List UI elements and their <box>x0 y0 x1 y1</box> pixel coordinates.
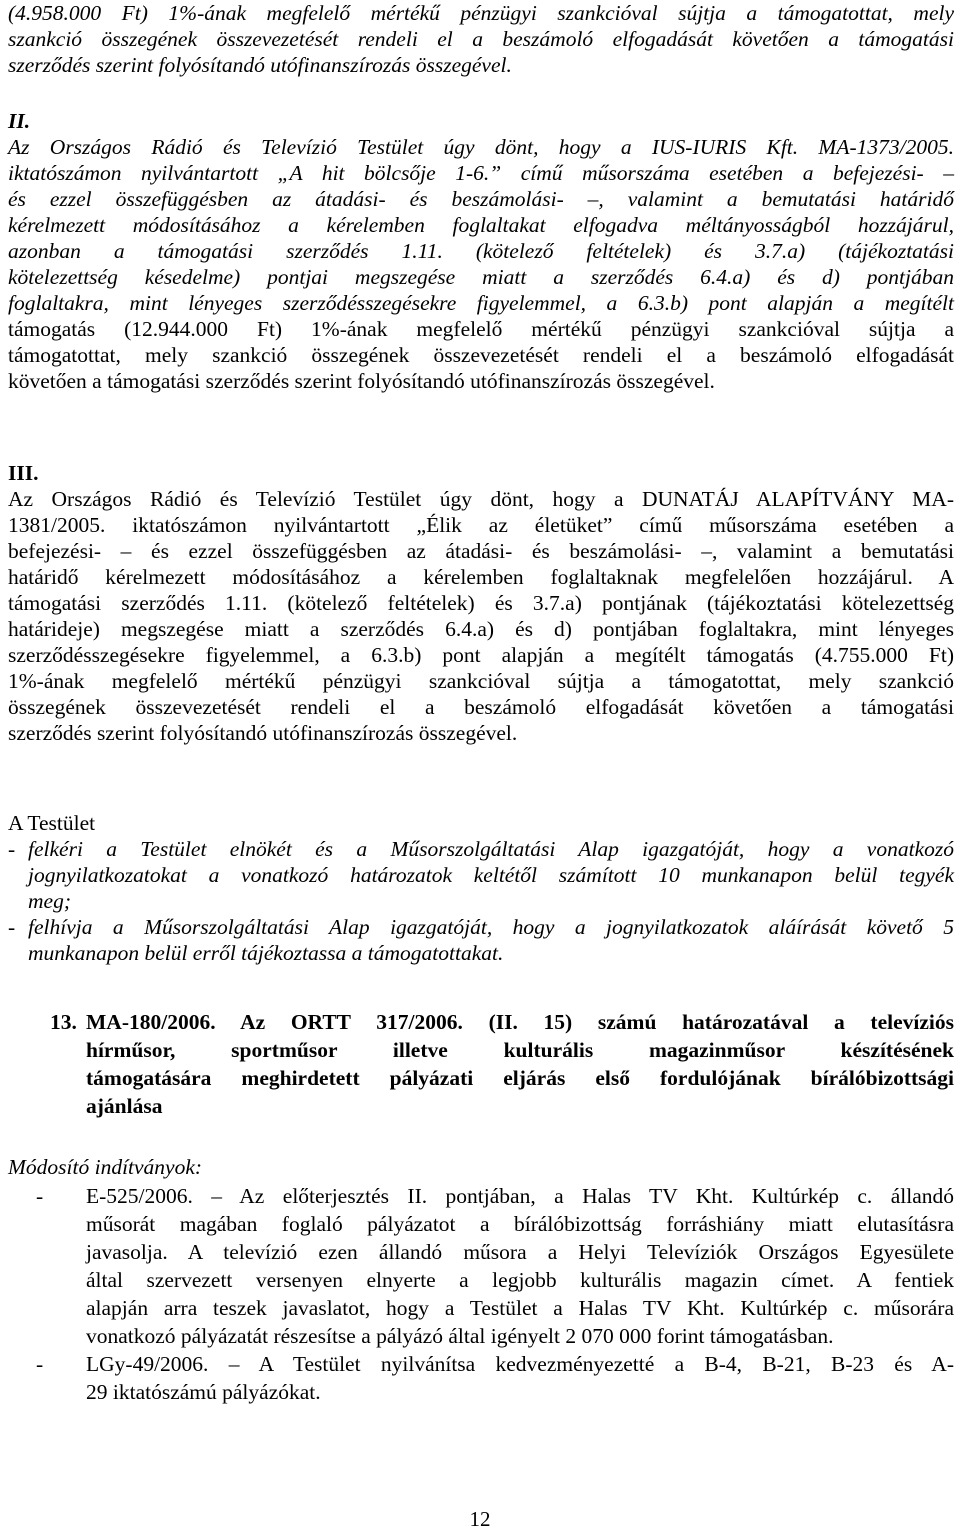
text-line: E-525/2006. – Az előterjesztés II. pontjában, a Halas TV Kht. Kultúrkép c. állandó <box>86 1184 954 1208</box>
text-line: befejezési- – és ezzel összefüggésben az átadási- és beszámolási- –, valamint a bemutatási <box>8 539 954 563</box>
section-heading: III. <box>8 461 39 485</box>
text-line: (4.958.000 Ft) 1%-ának megfelelő mértékű pénzügyi szankcióval sújtja a támogatottat, mely <box>8 1 954 25</box>
text-line: támogatás (12.944.000 Ft) 1%-ának megfelelő mértékű pénzügyi szankcióval sújtja a <box>8 317 954 341</box>
text-line: munkanapon belül erről tájékoztassa a támogatottakat. <box>28 941 504 965</box>
item-title-line: ajánlása <box>86 1094 163 1118</box>
dash-marker: - <box>36 1352 44 1376</box>
text-line: 1%-ának megfelelő mértékű pénzügyi szankcióval sújtja a támogatottat, mely szankció <box>8 669 954 693</box>
paragraph-top <box>8 0 954 78</box>
text-line: azonban a támogatási szerződés 1.11. (kötelező feltételek) és 3.7.a) (tájékoztatási <box>8 239 954 263</box>
dash-marker: - <box>36 1184 44 1208</box>
testulet-heading: A Testület <box>8 811 96 835</box>
text-line: támogatottat, mely szankció összegének összevezetését rendeli el a beszámoló elfogadását <box>8 343 954 367</box>
section-iii <box>8 460 954 746</box>
text-line: összegének összevezetését rendeli el a beszámoló elfogadását követően a támogatási <box>8 695 954 719</box>
text-line: LGy-49/2006. – A Testület nyilvánítsa kedvezményezetté a B-4, B-21, B-23 és A- <box>86 1352 954 1376</box>
text-line: szerződés szerint folyósítandó utófinanszírozás összegével. <box>8 53 512 77</box>
dash-marker: - <box>8 915 16 939</box>
text-line: szankció összegének összevezetését rendeli el a beszámoló elfogadását követően a támogatási <box>8 27 954 51</box>
text-line: felhívja a Műsorszolgáltatási Alap igazgatóját, hogy a jognyilatkozatok aláírását követő 5 <box>28 915 954 939</box>
text-line: határidő kérelmezett módosításához a kérelemben foglaltaknak megfelelően hozzájárul. A <box>8 565 954 589</box>
testulet-heading-block <box>8 810 954 836</box>
testulet-item-2 <box>8 914 954 966</box>
text-line: felkéri a Testület elnökét és a Műsorszolgáltatási Alap igazgatóját, hogy a vonatkozó <box>28 837 954 861</box>
modosito-item-2 <box>8 1350 954 1406</box>
modosito-item-1 <box>8 1182 954 1350</box>
text-line: Az Országos Rádió és Televízió Testület úgy dönt, hogy a IUS-IURIS Kft. MA-1373/2005. <box>8 135 954 159</box>
dash-marker: - <box>8 837 16 861</box>
text-line: alapján arra teszek javaslatot, hogy a Testület a Halas TV Kht. Kultúrkép c. műsorára <box>86 1296 954 1320</box>
text-line: vonatkozó pályázatát részesítse a pályázó által igényelt 2 070 000 forint támogatásban. <box>86 1324 834 1348</box>
text-line: kérelmezett módosításához a kérelemben foglaltakat elfogadva méltányosságból hozzájárul, <box>8 213 954 237</box>
text-line: iktatószámon nyilvántartott „A hit bölcsője 1-6.” című műsorszáma esetében a befejezési- – <box>8 161 954 185</box>
page-number: 12 <box>469 1507 491 1531</box>
text-line: 29 iktatószámú pályázókat. <box>86 1380 321 1404</box>
text-line: foglaltakra, mint lényeges szerződésszegésekre figyelemmel, a 6.3.b) pont alapján a megítélt <box>8 291 954 315</box>
section-heading: II. <box>8 109 31 133</box>
text-line: szerződés szerint folyósítandó utófinanszírozás összegével. <box>8 721 518 745</box>
text-line: műsorát magában foglaló pályázatot a bírálóbizottság forráshiány miatt elutasításra <box>86 1212 954 1236</box>
text-line: követően a támogatási szerződés szerint folyósítandó utófinanszírozás összegével. <box>8 369 715 393</box>
item-title-line: hírműsor, sportműsor illetve kulturális magazinműsor készítésének <box>86 1038 954 1062</box>
text-line: Az Országos Rádió és Televízió Testület úgy dönt, hogy a DUNATÁJ ALAPÍTVÁNY MA- <box>8 487 954 511</box>
modosito-heading-block <box>8 1154 954 1180</box>
modosito-heading: Módosító indítványok: <box>8 1155 203 1179</box>
text-line: által szervezett versenyen elnyerte a legjobb kulturális magazin címet. A fentiek <box>86 1268 954 1292</box>
testulet-item-1 <box>8 836 954 914</box>
text-line: javasolja. A televízió ezen állandó műsora a Helyi Televíziók Országos Egyesülete <box>86 1240 954 1264</box>
text-line: szerződésszegésekre figyelemmel, a 6.3.b) pont alapján a megítélt támogatás (4.755.000 Ft) <box>8 643 954 667</box>
item-title-line: támogatására meghirdetett pályázati eljárás első fordulójának bírálóbizottsági <box>86 1066 954 1090</box>
text-line: határideje) megszegése miatt a szerződés 6.4.a) és d) pontjában foglaltakra, mint lényeges <box>8 617 954 641</box>
text-line: meg; <box>28 889 71 913</box>
text-line: 1381/2005. iktatószámon nyilvántartott „Élik az életüket” című műsorszáma esetében a <box>8 513 954 537</box>
text-line: kötelezettség késedelme) pontjai megszegése miatt a szerződés 6.4.a) és d) pontjában <box>8 265 954 289</box>
item-title-line: MA-180/2006. Az ORTT 317/2006. (II. 15) számú határozatával a televíziós <box>86 1010 954 1034</box>
section-ii <box>8 108 954 394</box>
text-line: támogatási szerződés 1.11. (kötelező feltételek) és 3.7.a) pontjának (tájékoztatási kötelezettség <box>8 591 954 615</box>
text-line: jognyilatkozatokat a vonatkozó határozatok keltétől számított 10 munkanapon belül tegyék <box>28 863 954 887</box>
text-line: és ezzel összefüggésben az átadási- és beszámolási- –, valamint a bemutatási határidő <box>8 187 954 211</box>
agenda-item-13 <box>50 1008 954 1120</box>
item-number: 13. <box>50 1010 77 1034</box>
